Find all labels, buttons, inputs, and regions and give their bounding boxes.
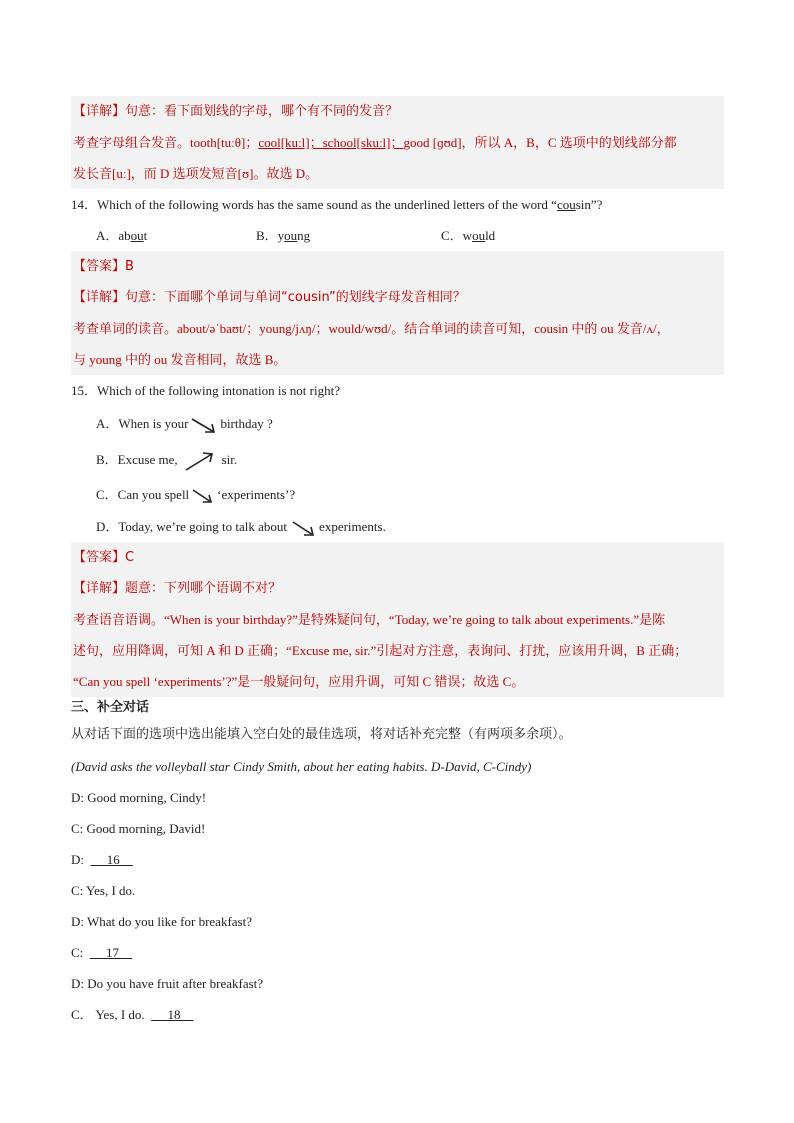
q14-options — [71, 220, 724, 251]
q14-option-b: B．young — [256, 228, 311, 243]
section-instruction: 从对话下面的选项中选出能填入空白处的最佳选项，将对话补充完整（有两项多余项）。 — [71, 727, 572, 742]
dialogue-line: C: Yes, I do. — [71, 883, 136, 898]
blank-17[interactable]: 17 — [106, 945, 120, 960]
dialogue-line: D: What do you like for breakfast? — [71, 914, 252, 929]
document-page — [71, 96, 724, 1030]
detail-tag: 【详解】 — [73, 104, 126, 119]
q14-option-c: C．would — [441, 228, 496, 243]
rising-arrow-icon — [180, 450, 220, 472]
falling-arrow-icon — [190, 415, 218, 435]
q15-answer-block — [71, 542, 724, 697]
dialogue-line: C: Good morning, David! — [71, 821, 206, 836]
dialogue-line-blank-17: C: 17 — [71, 937, 724, 968]
q14-detail-line3: 与 young 中的 ou 发音相同，故选 B。 — [73, 352, 287, 367]
q15-detail-line3: 述句，应用降调，可知 A 和 D 正确；“Excuse me, sir.”引起对方注意，表询问、打扰，应该用升调，B 正确； — [73, 643, 688, 658]
q15-detail-line4: “Can you spell ‘experiments’?”是一般疑问句，应用升调，可知 C 错误；故选 C。 — [73, 674, 525, 689]
falling-arrow-icon — [191, 487, 215, 505]
q13-detail-block — [71, 96, 724, 189]
q13-detail-line3: 发长音[uː]，而 D 选项发短音[ʊ]。故选 D。 — [73, 166, 319, 181]
q14-stem: 14．Which of the following words has the same sound as the underlined letters of the word “cousin”? — [71, 197, 603, 212]
dialogue-line: D: Good morning, Cindy! — [71, 790, 207, 805]
section-title: 三、补全对话 — [71, 700, 150, 715]
dialogue-line-blank-16: D: 16 — [71, 844, 724, 875]
blank-16[interactable]: 16 — [106, 852, 120, 867]
q15-option-d: D．Today, we’re going to talk about experiments. — [71, 511, 724, 542]
q15-answer: 【答案】C — [73, 550, 135, 565]
q15-stem: 15．Which of the following intonation is not right? — [71, 383, 340, 398]
q13-detail-line2: 考查字母组合发音。tooth[tuːθ]；cool[kuːl]；school[skuːl]；good [ɡʊd]，所以 A，B，C 选项中的划线部分都 — [73, 135, 677, 150]
falling-arrow-icon — [289, 518, 317, 538]
q15-detail-line2: 考查语音语调。“When is your birthday?”是特殊疑问句，“Today, we’re going to talk about experiments.”是陈 — [73, 612, 666, 627]
q15-option-c: C．Can you spell ‘experiments’? — [71, 478, 724, 511]
q15-detail-line1: 【详解】题意：下列哪个语调不对？ — [73, 581, 282, 596]
dialogue-line: D: Do you have fruit after breakfast? — [71, 976, 264, 991]
q14-detail-line2: 考查单词的读音。about/əˈbaʊt/；young/jʌŋ/；would/wʊd/。结合单词的读音可知，cousin 中的 ou 发音/ʌ/， — [73, 321, 670, 336]
dialogue-line-blank-18: C． Yes, I do. 18 — [71, 999, 724, 1030]
q14-answer: 【答案】B — [73, 259, 134, 274]
dialogue-context: (David asks the volleyball star Cindy Smith, about her eating habits. D-David, C-Cindy) — [71, 759, 532, 774]
q15-option-b: B．Excuse me, sir. — [71, 442, 724, 478]
q14-detail-line1: 【详解】句意：下面哪个单词与单词“cousin”的划线字母发音相同？ — [73, 290, 466, 305]
q14-option-a: A．about — [96, 228, 148, 243]
blank-18[interactable]: 18 — [167, 1007, 181, 1022]
q14-answer-block — [71, 251, 724, 375]
q13-detail-line1: 【详解】句意：看下面划线的字母，哪个有不同的发音？ — [73, 104, 399, 119]
q15-option-a: A．When is your birthday ? — [71, 406, 724, 442]
